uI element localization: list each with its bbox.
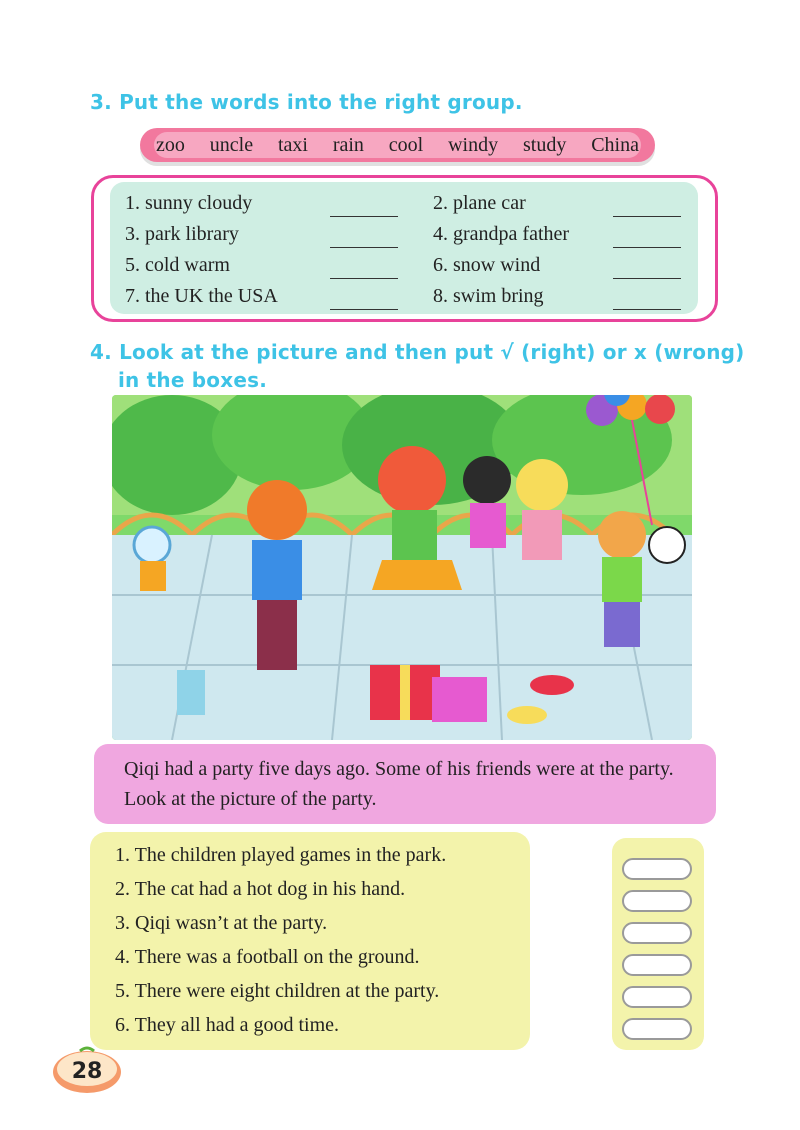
word-bank-item: rain: [332, 133, 364, 156]
story-box: [94, 744, 716, 824]
word-bank-item: uncle: [209, 133, 254, 156]
exercise-3-heading: 3. Put the words into the right group.: [90, 90, 523, 114]
group-item: 1. sunny cloudy: [125, 192, 253, 214]
exercise-4-heading-line2: in the boxes.: [118, 368, 268, 392]
exercise-4-heading-line1: 4. Look at the picture and then put √ (right) or x (wrong): [90, 340, 745, 364]
answer-blank[interactable]: [613, 216, 681, 217]
answer-blank[interactable]: [613, 247, 681, 248]
word-bank-item: taxi: [277, 133, 308, 156]
group-item: 5. cold warm: [125, 254, 230, 276]
word-bank-item: study: [522, 133, 567, 156]
statements-box: [90, 832, 530, 1050]
word-bank-item: cool: [388, 133, 424, 156]
word-bank: [140, 128, 655, 162]
answer-blank[interactable]: [613, 309, 681, 310]
word-bank-item: China: [591, 133, 639, 156]
answer-box[interactable]: [622, 922, 692, 944]
statement: 3. Qiqi wasn’t at the party.: [115, 912, 328, 934]
exercise-4-heading: [90, 338, 745, 394]
statement: 6. They all had a good time.: [115, 1014, 340, 1036]
word-bank-item: zoo: [156, 133, 185, 156]
answer-blank[interactable]: [330, 278, 398, 279]
group-item: 2. plane car: [433, 192, 526, 214]
statement: 4. There was a football on the ground.: [115, 946, 420, 968]
answer-boxes-panel: [612, 838, 704, 1050]
answer-blank[interactable]: [330, 247, 398, 248]
statement: 1. The children played games in the park.: [115, 844, 447, 866]
statement: 5. There were eight children at the party.: [115, 980, 440, 1002]
story-text: Qiqi had a party five days ago. Some of his friends were at the party. Look at the picture of the party.: [124, 758, 674, 810]
page-number-badge: [50, 1045, 124, 1095]
page-number: 28: [71, 1059, 103, 1084]
answer-blank[interactable]: [330, 216, 398, 217]
answer-blank[interactable]: [330, 309, 398, 310]
word-bank-item: windy: [448, 133, 499, 156]
group-item: 8. swim bring: [433, 285, 544, 307]
answer-box[interactable]: [622, 858, 692, 880]
group-item: 3. park library: [125, 223, 239, 245]
party-illustration: [112, 395, 692, 740]
answer-box[interactable]: [622, 954, 692, 976]
answer-box[interactable]: [622, 1018, 692, 1040]
answer-box[interactable]: [622, 890, 692, 912]
group-item: 6. snow wind: [433, 254, 541, 276]
group-item: 4. grandpa father: [433, 223, 570, 245]
statement: 2. The cat had a hot dog in his hand.: [115, 878, 406, 900]
group-box: [110, 182, 698, 314]
answer-blank[interactable]: [613, 278, 681, 279]
group-item: 7. the UK the USA: [125, 285, 278, 307]
answer-box[interactable]: [622, 986, 692, 1008]
